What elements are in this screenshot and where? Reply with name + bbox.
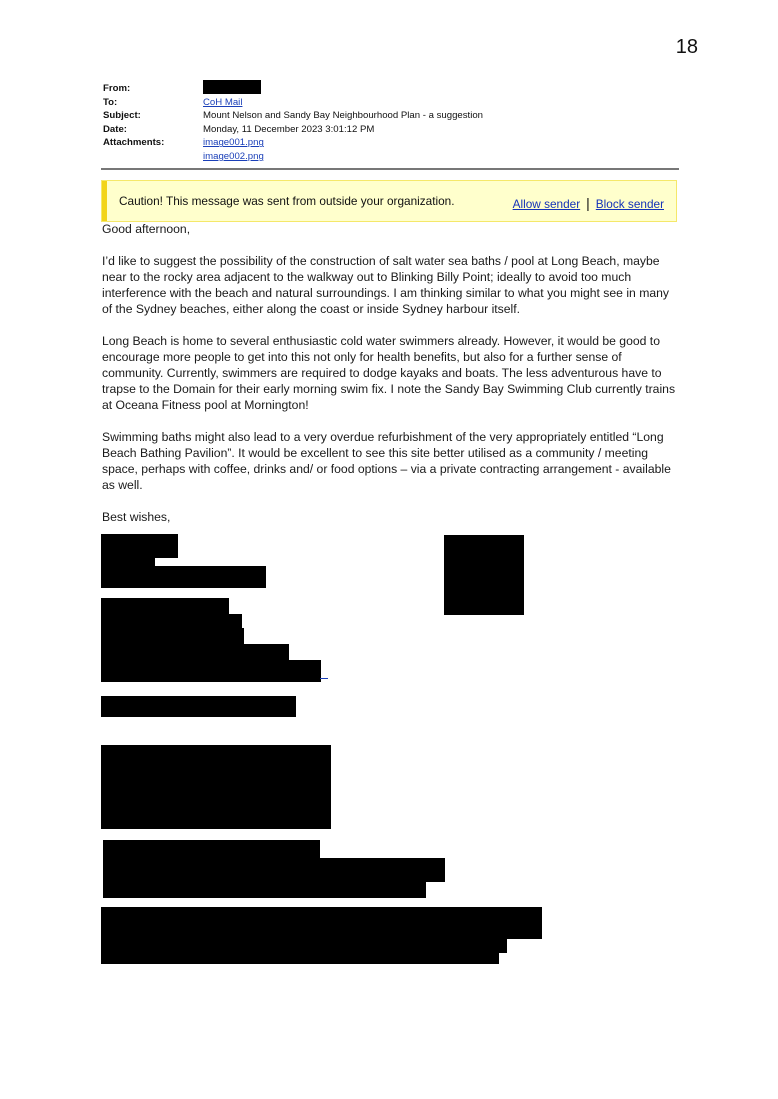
redaction-block: [103, 858, 445, 882]
signoff: Best wishes,: [102, 510, 171, 524]
redaction-logo-block: [444, 535, 524, 615]
redaction-block: [101, 534, 178, 558]
header-divider: [101, 168, 679, 170]
redaction-block: [103, 880, 426, 898]
body-paragraph: Swimming baths might also lead to a very overdue refurbishment of the very appropriately entitled “Long Beach Bathing Pavilion”. It would be excellent to see this site better utilised as a community / meeting space, perhaps with coffee, drinks and/ or food options – via a private contracting arrangement - available as well.: [102, 430, 671, 492]
allow-sender-link[interactable]: Allow sender: [512, 197, 581, 211]
date-value: Monday, 11 December 2023 3:01:12 PM: [203, 123, 375, 135]
block-sender-link[interactable]: Block sender: [595, 197, 664, 211]
date-row: [103, 123, 683, 137]
caution-separator: |: [586, 195, 590, 211]
redaction-block: [203, 80, 261, 94]
attachments-row: [103, 136, 683, 150]
to-label: To:: [103, 96, 118, 108]
email-body: [102, 221, 682, 541]
subject-row: [103, 109, 683, 123]
subject-value: Mount Nelson and Sandy Bay Neighbourhood Plan - a suggestion: [203, 110, 484, 122]
redaction-block: [101, 907, 542, 939]
attachments-label: Attachments:: [103, 137, 165, 149]
redacted-link-underline: [320, 678, 328, 679]
redaction-block: [101, 660, 321, 682]
from-row: [103, 82, 683, 96]
from-label: From:: [103, 83, 131, 94]
greeting: Good afternoon,: [102, 222, 191, 236]
email-header: [103, 82, 683, 164]
attachments-row-2: [103, 150, 683, 164]
caution-banner: [101, 180, 677, 222]
redaction-block: [103, 840, 320, 860]
to-value-link[interactable]: CoH Mail: [203, 96, 243, 108]
to-row: [103, 96, 683, 110]
page-number: 18: [675, 36, 698, 58]
attachments-label-spacer: [103, 150, 203, 164]
body-paragraph: Long Beach is home to several enthusiastic cold water swimmers already. However, it would be good to encourage more people to get into this not only for health benefits, but also for a further sense of community. Currently, swimmers are required to dodge kayaks and boats. The less adventurous have to trapse to the Domain for their early morning swim fix. I note the Sandy Bay Swimming Club currently trains at Oceana Fitness pool at Mornington!: [102, 334, 676, 412]
attachment-link[interactable]: image001.png: [203, 137, 264, 149]
redaction-block: [101, 745, 331, 829]
caution-text: Caution! This message was sent from outside your organization.: [119, 194, 455, 208]
caution-actions: [513, 195, 664, 211]
subject-label: Subject:: [103, 110, 141, 122]
attachment-link[interactable]: image002.png: [203, 150, 264, 162]
from-value-redacted: [203, 82, 683, 96]
redaction-block: [101, 951, 499, 964]
caution-accent-bar: [102, 181, 107, 221]
date-label: Date:: [103, 123, 127, 135]
redaction-block: [101, 696, 296, 717]
redaction-block: [101, 566, 266, 588]
body-paragraph: I’d like to suggest the possibility of the construction of salt water sea baths / pool at Long Beach, maybe near to the rocky area adjacent to the walkway out to Blinking Billy Point; ideally to avoid too much interference with the beach and natural surroundings. I am thinking similar to what you might see in many of the Sydney beaches, either along the coast or inside Sydney harbour itself.: [102, 254, 670, 316]
